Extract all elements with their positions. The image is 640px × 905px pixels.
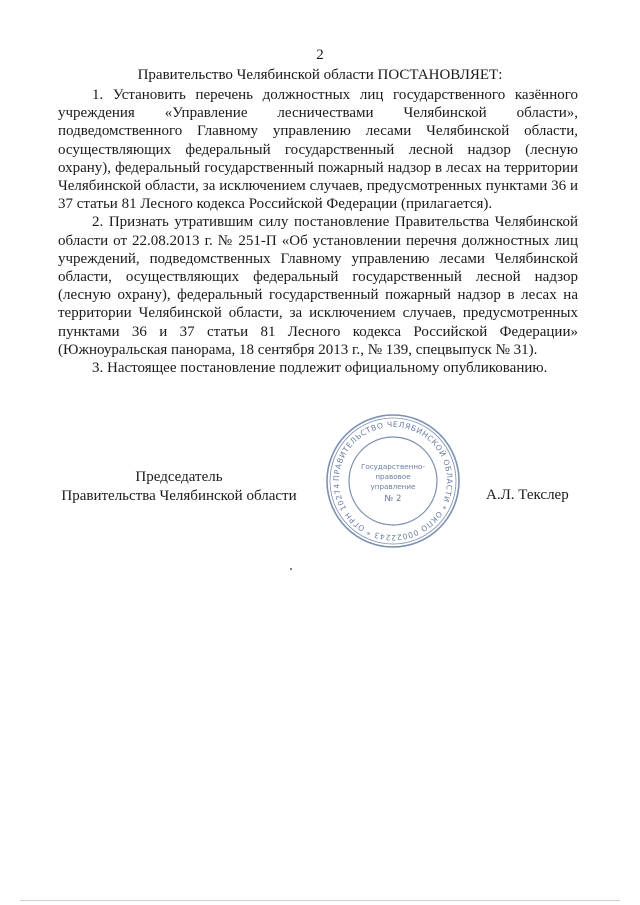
signatory-position-line-2: Правительства Челябинской области <box>61 488 297 504</box>
seal-inner-line-1: Государственно- <box>360 462 426 471</box>
paragraph-3: 3. Настоящее постановление подлежит официальному опубликованию. <box>92 360 548 377</box>
scan-speck <box>290 568 292 570</box>
decree-heading: Правительство Челябинской области ПОСТАНОВЛЯЕТ: <box>137 67 503 83</box>
paragraph-1: 1. Установить перечень должностных лиц государственного казённого учреждения «Управление лесничествами Челябинской области», подведомственного Главному управлению лесами Челябинской области, осуществляющих федеральный государственный лесной надзор (лесную охрану), федеральный государственный пожарный надзор в лесах на территории Челябинской области, за исключением случаев, предусмотренных пунктами 36 и 37 статьи 81 Лесного кодекса Российской Федерации (прилагается). <box>58 87 578 213</box>
signatory-position-line-1: Председатель <box>135 469 223 485</box>
signatory-name: А.Л. Текслер <box>486 487 569 503</box>
seal-outer-ring <box>327 415 459 547</box>
page-bottom-edge <box>20 900 620 901</box>
official-seal <box>325 413 461 549</box>
seal-graphic <box>325 413 461 549</box>
seal-inner-line-4: № 2 <box>384 494 402 504</box>
signatory-position <box>59 468 299 506</box>
paragraph-2: 2. Признать утратившим силу постановление Правительства Челябинской области от 22.08.2013 г. № 251-П «Об установлении перечня должностных лиц учреждений, подведомственных Главному управлению лесами Челябинской области, осуществляющих федеральный государственный лесной надзор (лесную охрану), федеральный государственный пожарный надзор в лесах на территории Челябинской области, за исключением случаев, предусмотренных пунктами 36 и 37 статьи 81 Лесного кодекса Российской Федерации» (Южноуральская панорама, 18 сентября 2013 г., № 139, спецвыпуск № 31). <box>58 214 578 358</box>
signature-block <box>0 468 640 558</box>
seal-inner-line-3: управление <box>370 482 416 491</box>
seal-inner-ring <box>349 437 437 525</box>
page-number: 2 <box>316 47 324 63</box>
seal-ring-text: ПРАВИТЕЛЬСТВО ЧЕЛЯБИНСКОЙ ОБЛАСТИ * ОКПО 00022243 * ОГРН 10274 <box>331 419 455 543</box>
seal-inner-line-2: правовое <box>375 472 411 481</box>
decree-body <box>58 86 578 377</box>
